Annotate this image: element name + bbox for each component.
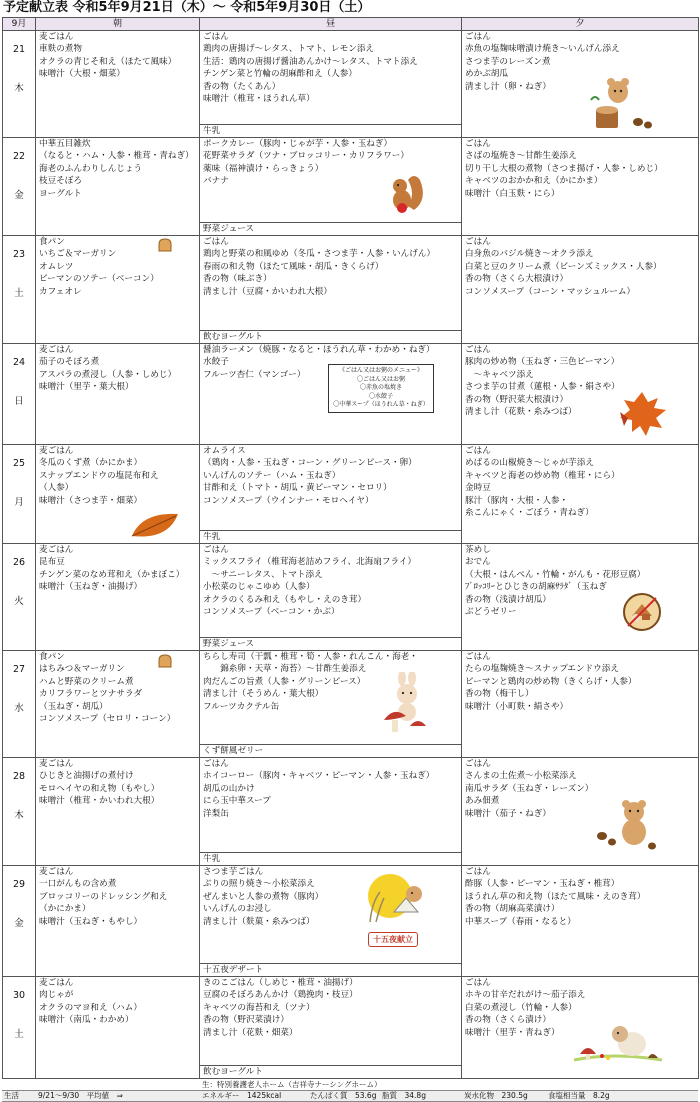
lunch-alternative-note: [328, 364, 434, 413]
menu-item: 肉じゃが: [39, 990, 74, 1001]
menu-item: ホキの甘辛だれがけ～茄子添え: [465, 990, 586, 1001]
date-number: 26: [12, 557, 26, 568]
nutrition-row: [2, 1090, 698, 1102]
day-of-week: 土: [14, 1029, 24, 1040]
menu-item: 麦ごはん: [39, 978, 74, 988]
day-of-week: 日: [14, 396, 24, 407]
dinner-items: [462, 544, 698, 650]
menu-item: 味噌汁（椎茸・かいわれ大根）: [39, 796, 160, 807]
dinner-items: [462, 758, 698, 865]
menu-item: （大根・はんぺん・竹輪・がんも・花形豆腐）: [465, 569, 646, 580]
menu-item: 中華スープ（春雨・なると）: [465, 916, 576, 927]
menu-item: 香の物（胡麻高菜漬け）: [465, 904, 560, 915]
menu-item: 肉だんごの旨煮（人参・グリーンピース）: [203, 676, 366, 687]
breakfast-cell: [36, 544, 200, 651]
jugoya-badge: 十五夜献立: [368, 932, 418, 947]
menu-item: 花野菜サラダ（ツナ・ブロッコリー・カリフラワー）: [203, 151, 409, 162]
menu-item: （かにかま）: [39, 904, 91, 915]
menu-item: きのこごはん（しめじ・椎茸・油揚げ）: [203, 978, 358, 988]
lunch-extra-item: 牛乳: [200, 852, 461, 865]
menu-item: カリフラワーとツナサラダ: [39, 689, 143, 700]
dinner-cell: [462, 758, 699, 866]
menu-item: あみ佃煮: [465, 796, 500, 807]
date-cell: [3, 544, 36, 651]
lunch-items: [200, 866, 461, 976]
header-breakfast: 朝: [36, 18, 200, 31]
lunch-items: [200, 445, 461, 543]
breakfast-cell: [36, 977, 200, 1079]
menu-item: ～キャベツ添え: [465, 369, 534, 380]
menu-item: 香の物（さくら漬け）: [465, 1015, 551, 1026]
dinner-items: [462, 344, 698, 444]
menu-item: おでん: [465, 557, 491, 568]
date-number: 29: [12, 879, 26, 890]
menu-item: 味噌汁（白玉麩・にら）: [465, 188, 560, 199]
date-number: 21: [12, 44, 26, 55]
menu-item: ごはん: [203, 759, 229, 769]
day-of-week: 水: [14, 703, 24, 714]
menu-item: ピーマンのソテー（ベーコン）: [39, 274, 159, 285]
menu-item: いんげんのソテー（ハム・玉ねぎ）: [203, 470, 341, 481]
lunch-cell: [200, 138, 462, 236]
menu-item: ごはん: [465, 446, 491, 456]
menu-item: 水餃子: [203, 357, 229, 368]
date-number: 24: [12, 357, 26, 368]
breakfast-items: [36, 977, 199, 1078]
menu-item: ごはん: [203, 32, 229, 42]
menu-item: 白身魚のバジル焼き～オクラ添え: [465, 249, 594, 260]
dinner-cell: [462, 138, 699, 236]
day-of-week: 月: [14, 497, 24, 508]
menu-item: 茶めし: [465, 545, 491, 555]
menu-item: 豚汁（豚肉・大根・人参・: [465, 495, 569, 506]
day-row: [3, 445, 699, 544]
menu-item: 麦ごはん: [39, 32, 74, 42]
table-header-row: [3, 18, 699, 31]
menu-item: ひじきと油揚げの煮付け: [39, 771, 134, 782]
lunch-cell: [200, 866, 462, 977]
lunch-items: [200, 138, 461, 235]
lunch-cell: [200, 544, 462, 651]
dinner-items: [462, 138, 698, 235]
lunch-items: [200, 977, 461, 1078]
menu-item: 薬味（福神漬け・らっきょう）: [203, 163, 324, 174]
lunch-extra-item: 牛乳: [200, 124, 461, 137]
menu-item: 春雨の和え物（ほたて風味・胡瓜・きくらげ）: [203, 261, 384, 272]
menu-item: 鶏肉の唐揚げ～レタス、トマト、レモン添え: [203, 44, 375, 55]
menu-item: 味噌汁（玉ねぎ・もやし）: [39, 916, 143, 927]
lunch-extra-item: 牛乳: [200, 530, 461, 543]
dinner-items: [462, 866, 698, 976]
menu-item: ぶどうゼリー: [465, 607, 517, 618]
menu-item: 鶏肉と野菜の和風ゆめ（冬瓜・さつま芋・人参・いんげん）: [203, 249, 436, 260]
date-number: 22: [12, 151, 26, 162]
menu-item: 白菜と豆のクリーム煮（ビーンズミックス・人参）: [465, 261, 662, 272]
lunch-items: [200, 651, 461, 757]
menu-item: モロヘイヤの和え物（もやし）: [39, 783, 160, 794]
menu-item: キャベツと海老の炒め物（椎茸・にら）: [465, 470, 620, 481]
day-of-week: 木: [14, 83, 24, 94]
menu-item: 南瓜サラダ（玉ねぎ・レーズン）: [465, 783, 594, 794]
date-number: 25: [12, 458, 26, 469]
menu-item: 錦糸卵・天草・海苔）～甘酢生姜添え: [203, 664, 367, 675]
menu-item: ハムと野菜のクリーム煮: [39, 676, 134, 687]
lunch-cell: [200, 977, 462, 1079]
menu-item: 醤油ラーメン（焼豚・なると・ほうれん草・わかめ・ねぎ）: [203, 345, 435, 355]
menu-item: 香の物（味ぶき）: [203, 274, 272, 285]
menu-item: 味噌汁（南瓜・わかめ）: [39, 1015, 134, 1026]
dinner-cell: [462, 236, 699, 344]
menu-item: いちご＆マーガリン: [39, 249, 117, 260]
breakfast-items: [36, 138, 199, 235]
menu-item: オクラの青じそ和え（ほたて風味）: [39, 56, 177, 67]
menu-item: さばの塩焼き～甘酢生姜添え: [465, 151, 577, 162]
menu-item: 香の物（野沢菜大根漬け）: [465, 394, 569, 405]
menu-body: [3, 31, 699, 1079]
note-line: 〇中華スープ（ほうれん草・ねぎ）: [333, 401, 429, 408]
menu-item: めばるの山椒焼き～じゃが芋添え: [465, 458, 594, 469]
breakfast-cell: [36, 445, 200, 544]
menu-item: ごはん: [465, 139, 491, 149]
menu-item: フルーツカクテル缶: [203, 701, 280, 712]
breakfast-items: [36, 344, 199, 444]
menu-item: 赤魚の塩麹味噌漬け焼き～いんげん添え: [465, 44, 620, 55]
dinner-cell: [462, 445, 699, 544]
lunch-cell: [200, 344, 462, 445]
menu-item: めかぶ胡瓜: [465, 69, 508, 80]
footer-label: 生活: [4, 1091, 19, 1100]
menu-item: さんまの土佐煮～小松菜添え: [465, 771, 577, 782]
menu-item: さつま芋のレーズン煮: [465, 56, 551, 67]
menu-item: ごはん: [203, 545, 229, 555]
breakfast-cell: [36, 31, 200, 138]
menu-item: ミックスフライ（椎茸海老詰めフライ、北海扇フライ）: [203, 557, 417, 568]
menu-item: ごはん: [465, 652, 491, 662]
menu-item: 昆布豆: [39, 557, 65, 568]
menu-item: いんげんのお浸し: [203, 904, 272, 915]
menu-item: 麦ごはん: [39, 545, 74, 555]
facility-name: 生：特別養護老人ホーム（吉祥寺ナーシングホーム）: [202, 1080, 382, 1089]
day-row: [3, 236, 699, 344]
carb-value: 炭水化物 230.5g: [464, 1091, 528, 1100]
note-line: 《ごはん又はお粥のメニュー》: [338, 367, 423, 374]
menu-item: （鶏肉・人参・玉ねぎ・コーン・グリーンピース・卵）: [203, 458, 417, 469]
menu-item: 甘酢和え（トマト・胡瓜・黄ピーマン・セロリ）: [203, 483, 392, 494]
menu-item: たらの塩麹焼き～スナップエンドウ添え: [465, 664, 619, 675]
menu-item: 海老のふんわりしんじょう: [39, 163, 143, 174]
date-cell: [3, 236, 36, 344]
header-dinner: 夕: [462, 18, 699, 31]
lunch-extra-item: 飲むヨーグルト: [200, 330, 461, 343]
menu-item: 味噌汁（大根・畑菜）: [39, 69, 125, 80]
menu-item: ちらし寿司（干瓢・椎茸・筍・人参・れんこん・海老・: [203, 652, 418, 662]
date-cell: [3, 138, 36, 236]
menu-item: チンゲン菜のなめ茸和え（かまぼこ）: [39, 569, 185, 580]
menu-item: 味噌汁（小町麩・絹さや）: [465, 701, 569, 712]
menu-item: チンゲン菜と竹輪の胡麻酢和え（人参）: [203, 69, 357, 80]
menu-item: オムライス: [203, 446, 246, 456]
menu-item: （玉ねぎ・胡瓜）: [39, 701, 108, 712]
dinner-cell: [462, 866, 699, 977]
menu-item: 味噌汁（さつま芋・畑菜）: [39, 495, 143, 506]
menu-item: 麦ごはん: [39, 345, 74, 355]
menu-item: 冬瓜のくず煮（かにかま）: [39, 458, 143, 469]
lunch-cell: [200, 236, 462, 344]
menu-item: 香の物（たくあん）: [203, 81, 281, 92]
menu-item: 金時豆: [465, 483, 491, 494]
date-number: 27: [12, 664, 26, 675]
menu-item: アスパラの煮浸し（人参・しめじ）: [39, 369, 177, 380]
menu-item: オムレツ: [39, 261, 74, 272]
date-cell: [3, 445, 36, 544]
menu-item: コンソメスープ（ベーコン・かぶ）: [203, 607, 340, 618]
menu-item: ごはん: [465, 237, 491, 247]
menu-item: ぜんまいと人参の煮物（豚肉）: [203, 891, 324, 902]
menu-item: ごはん: [465, 32, 491, 42]
menu-item: 麦ごはん: [39, 759, 74, 769]
breakfast-items: [36, 758, 199, 865]
menu-item: ごはん: [465, 345, 491, 355]
menu-item: 麦ごはん: [39, 867, 74, 877]
lunch-extra-item: 十五夜デザート: [200, 963, 461, 976]
dinner-items: [462, 236, 698, 343]
menu-item: カフェオレ: [39, 286, 82, 297]
menu-item: さつま芋ごはん: [203, 867, 264, 877]
menu-item: ポークカレー（豚肉・じゃが芋・人参・玉ねぎ）: [203, 139, 393, 149]
menu-item: キャベツの海苔和え（ツナ）: [203, 1002, 315, 1013]
day-row: [3, 758, 699, 866]
dinner-items: [462, 31, 698, 137]
menu-item: ヨーグルト: [39, 188, 82, 199]
lunch-cell: [200, 445, 462, 544]
average-period: 9/21～9/30 平均値 ⇒: [38, 1091, 123, 1100]
lunch-items: [200, 236, 461, 343]
day-row: [3, 138, 699, 236]
date-number: 23: [12, 249, 26, 260]
menu-item: 食パン: [39, 652, 65, 662]
menu-item: 豆腐のそぼろあんかけ（鶏挽肉・枝豆）: [203, 990, 358, 1001]
day-row: [3, 651, 699, 758]
breakfast-items: [36, 544, 199, 650]
breakfast-items: [36, 445, 199, 543]
menu-item: ぶりの照り焼き～小松菜添え: [203, 879, 315, 890]
menu-item: 一口がんもの含め煮: [39, 879, 117, 890]
menu-item: 酢豚（人参・ピーマン・玉ねぎ・椎茸）: [465, 879, 620, 890]
day-of-week: 金: [14, 918, 24, 929]
lunch-cell: [200, 758, 462, 866]
menu-item: はちみつ＆マーガリン: [39, 664, 125, 675]
page-title: 予定献立表 令和5年9月21日（木）～ 令和5年9月30日（土）: [3, 0, 371, 15]
day-row: [3, 31, 699, 138]
date-cell: [3, 977, 36, 1079]
breakfast-items: [36, 866, 199, 976]
menu-item: ホイコーロー（豚肉・キャベツ・ピーマン・人参・玉ねぎ）: [203, 771, 435, 782]
day-of-week: 金: [14, 190, 24, 201]
menu-item: ブロッコリーのドレッシング和え: [39, 891, 168, 902]
menu-item: 清まし汁（そうめん・葉大根）: [203, 689, 324, 700]
menu-item: 小松菜のじゃこゆめ（人参）: [203, 582, 315, 593]
menu-item: コンソメスープ（セロリ・コーン）: [39, 714, 176, 725]
menu-item: ごはん: [465, 759, 491, 769]
day-of-week: 火: [14, 596, 24, 607]
date-cell: [3, 866, 36, 977]
dinner-cell: [462, 651, 699, 758]
breakfast-cell: [36, 758, 200, 866]
breakfast-items: [36, 31, 199, 137]
menu-item: 香の物（梅干し）: [465, 689, 534, 700]
menu-item: 味噌汁（里芋・葉大根）: [39, 382, 134, 393]
note-line: 〇水餃子: [368, 392, 393, 400]
menu-item: 清まし汁（花麩・畑菜）: [203, 1027, 298, 1038]
menu-item: 車麩の煮物: [39, 44, 82, 55]
dinner-items: [462, 445, 698, 543]
day-row: [3, 344, 699, 445]
menu-item: 味噌汁（玉ねぎ・油揚げ）: [39, 582, 143, 593]
menu-item: 洋梨缶: [203, 808, 229, 819]
menu-item: 茄子のそぼろ煮: [39, 357, 100, 368]
lunch-items: [200, 544, 461, 650]
lunch-extra-item: 野菜ジュース: [200, 637, 461, 650]
menu-item: 食パン: [39, 237, 65, 247]
menu-item: 味噌汁（茄子・ねぎ）: [465, 808, 551, 819]
menu-item: 清まし汁（豆腐・かいわれ大根）: [203, 286, 332, 297]
menu-item: さつま芋の甘煮（蓮根・人参・絹さや）: [465, 382, 620, 393]
lunch-items: [200, 31, 461, 137]
breakfast-cell: [36, 866, 200, 977]
dinner-cell: [462, 344, 699, 445]
menu-item: 胡瓜の山かけ: [203, 783, 255, 794]
header-lunch: 昼: [200, 18, 462, 31]
breakfast-cell: [36, 651, 200, 758]
note-line: 〇ごはん又はお粥: [356, 375, 405, 383]
breakfast-items: [36, 236, 199, 343]
dinner-cell: [462, 544, 699, 651]
menu-item: （人参）: [39, 483, 74, 494]
menu-item: コンソメスープ（ウインナー・モロヘイヤ）: [203, 495, 374, 506]
menu-item: 生活：鶏肉の唐揚げ醤油あんかけ～レタス、トマト添え: [203, 56, 418, 67]
lunch-items: [200, 758, 461, 865]
date-cell: [3, 344, 36, 445]
menu-item: （なると・ハム・人参・椎茸・青ねぎ）: [39, 151, 194, 162]
day-of-week: 土: [14, 288, 24, 299]
menu-item: 麦ごはん: [39, 446, 74, 456]
menu-table: [2, 17, 699, 1079]
date-cell: [3, 758, 36, 866]
breakfast-items: [36, 651, 199, 757]
energy-value: エネルギー 1425kcal: [202, 1091, 282, 1100]
menu-item: バナナ: [203, 176, 229, 187]
menu-item: 糸こんにゃく・ごぼう・青ねぎ）: [465, 508, 594, 519]
menu-item: コンソメスープ（コーン・マッシュルーム）: [465, 286, 636, 297]
dinner-cell: [462, 31, 699, 138]
menu-item: 味噌汁（椎茸・ほうれん草）: [203, 94, 315, 105]
menu-item: ほうれん草の和え物（ほたて風味・えのき茸）: [465, 891, 646, 902]
menu-item: オクラのマヨ和え（ハム）: [39, 1002, 142, 1013]
menu-item: フルーツ杏仁（マンゴー）: [203, 369, 306, 380]
menu-item: 清まし汁（花麩・糸みつば）: [465, 407, 577, 418]
menu-item: ﾌﾞﾛｯｺﾘｰとひじきの胡麻ｻﾗﾀﾞ（玉ねぎ: [465, 582, 607, 593]
dinner-cell: [462, 977, 699, 1079]
menu-item: ～サニーレタス、トマト添え: [203, 569, 323, 580]
menu-item: ごはん: [203, 237, 229, 247]
header-month: 9月: [3, 18, 36, 31]
menu-item: 清まし汁（麩菓・糸みつば）: [203, 916, 315, 927]
day-row: [3, 866, 699, 977]
day-row: [3, 544, 699, 651]
menu-item: ごはん: [465, 978, 491, 988]
protein-value: たんぱく質 53.6g: [310, 1091, 377, 1100]
dinner-items: [462, 977, 698, 1078]
menu-item: 香の物（さくら大根漬け）: [465, 274, 569, 285]
menu-item: スナップエンドウの塩昆布和え: [39, 470, 159, 481]
menu-item: 香の物（浅漬け胡瓜）: [465, 594, 551, 605]
menu-item: ごはん: [465, 867, 491, 877]
breakfast-cell: [36, 236, 200, 344]
lunch-cell: [200, 31, 462, 138]
lunch-extra-item: 飲むヨーグルト: [200, 1065, 461, 1078]
lunch-items: [200, 344, 461, 444]
menu-item: 香の物（野沢菜漬け）: [203, 1015, 289, 1026]
dinner-items: [462, 651, 698, 757]
date-number: 30: [12, 990, 26, 1001]
breakfast-cell: [36, 138, 200, 236]
menu-item: 白菜の煮浸し（竹輪・人参）: [465, 1002, 577, 1013]
menu-item: 豚肉の炒め物（玉ねぎ・三色ピーマン）: [465, 357, 620, 368]
menu-item: オクラのくるみ和え（もやし・えのき茸）: [203, 594, 367, 605]
menu-item: にら玉中華スープ: [203, 796, 271, 807]
menu-item: 中華五目雑炊: [39, 139, 91, 149]
breakfast-cell: [36, 344, 200, 445]
menu-item: 枝豆そぼろ: [39, 176, 82, 187]
menu-item: 清まし汁（卵・ねぎ）: [465, 81, 551, 92]
menu-item: 切り干し大根の煮物（さつま揚げ・人参・しめじ）: [465, 163, 663, 174]
date-number: 28: [12, 771, 26, 782]
day-row: [3, 977, 699, 1079]
note-line: 〇赤魚の塩焼き: [359, 384, 402, 391]
salt-value: 食塩相当量 8.2g: [548, 1091, 610, 1100]
menu-item: 味噌汁（里芋・青ねぎ）: [465, 1027, 560, 1038]
date-cell: [3, 651, 36, 758]
lunch-extra-item: くず餅風ゼリー: [200, 744, 461, 757]
fat-value: 脂質 34.8g: [382, 1091, 426, 1100]
lunch-cell: [200, 651, 462, 758]
menu-item: ピーマンと鶏肉の炒め物（きくらげ・人参）: [465, 676, 637, 687]
lunch-extra-item: 野菜ジュース: [200, 222, 461, 235]
menu-item: キャベツのおかか和え（かにかま）: [465, 176, 603, 187]
date-cell: [3, 31, 36, 138]
day-of-week: 木: [14, 810, 24, 821]
